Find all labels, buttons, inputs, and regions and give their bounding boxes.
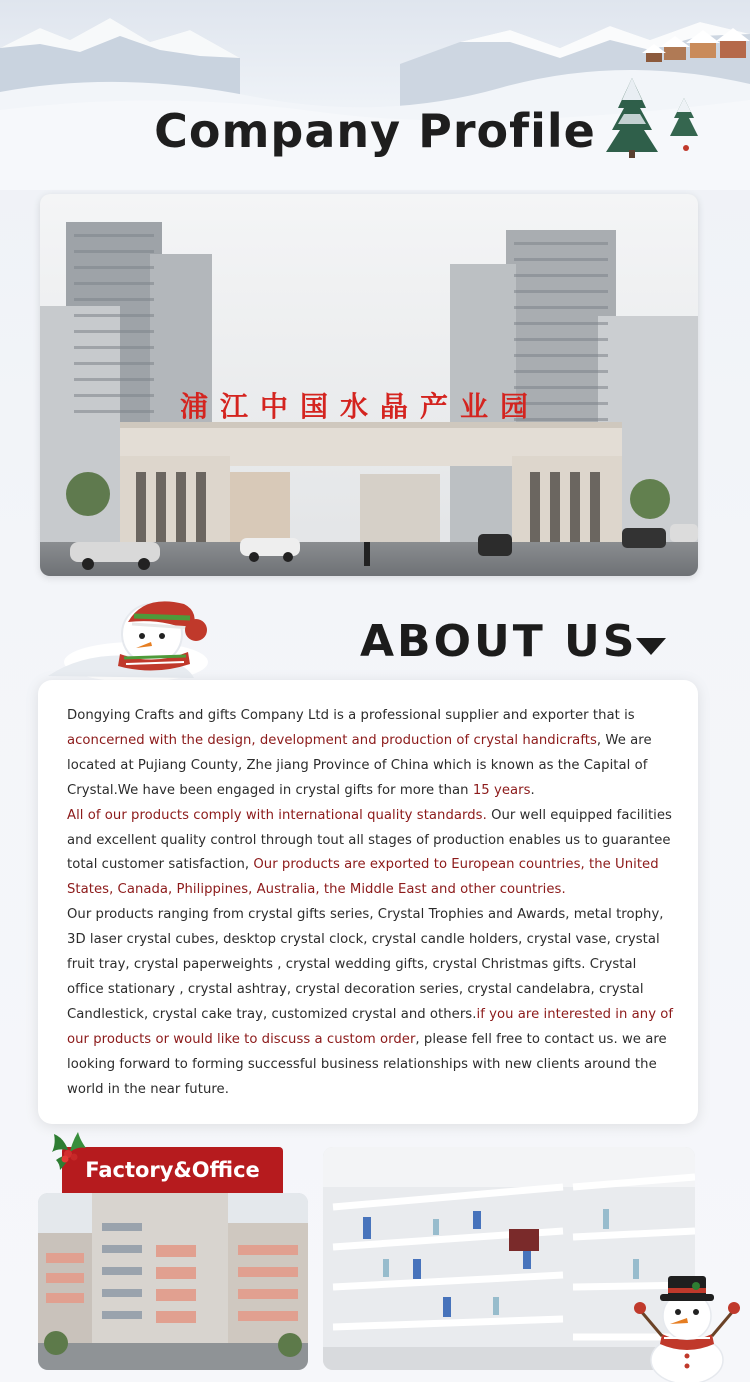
- car-icon: [622, 528, 666, 548]
- factory-building-illustration: [38, 1193, 308, 1370]
- factory-office-photo: [38, 1193, 308, 1370]
- snowman-icon: [44, 592, 212, 684]
- highlight-text: Our products are exported to European countries, the United States, Canada, Philippines, Australia, the Middle East and other countries.: [67, 857, 659, 898]
- text-segment: .: [530, 782, 535, 798]
- header-banner: [0, 0, 750, 190]
- highlight-text: All of our products comply with international quality standards.: [67, 807, 487, 823]
- triangle-down-icon: [636, 638, 666, 655]
- gate-sign-text: 浦江中国水晶产业园: [180, 390, 541, 423]
- text-segment: Dongying Crafts and gifts Company Ltd is a professional supplier and exporter that is: [67, 708, 635, 723]
- highlight-text: if you are interested in any of our products or would like to discuss a custom order: [67, 1006, 674, 1047]
- text-segment: , We are located at Pujiang County, Zhe jiang Province of China which is known as the Capital of Crystal.We have been engaged in crystal gifts for more than: [67, 732, 652, 798]
- about-paragraph-1: [67, 704, 676, 804]
- holly-icon: [48, 1130, 88, 1174]
- highlight-text: 15 years: [472, 782, 531, 798]
- factory-office-label: Factory&Office: [62, 1147, 283, 1193]
- about-us-heading: ABOUT US: [360, 616, 638, 667]
- industrial-park-photo: [40, 194, 698, 576]
- highlight-text: aconcerned with the design, development and production of crystal handicrafts: [67, 732, 597, 748]
- snowman-icon: [632, 1260, 742, 1382]
- text-segment: Our well equipped facilities and excellent quality control through tout all stages of production enables us to guarantee total customer satisfaction,: [67, 807, 672, 873]
- industrial-park-gate-illustration: [40, 194, 698, 576]
- car-icon: [670, 524, 698, 542]
- text-segment: , please fell free to contact us. we are looking forward to forming successful business relationships with new clients around the world in the near future.: [67, 1031, 667, 1097]
- car-icon: [478, 534, 512, 556]
- text-segment: Our products ranging from crystal gifts series, Crystal Trophies and Awards, metal trophy, 3D laser crystal cubes, desktop crystal clock, crystal candle holders, crystal vase, crystal fruit tray, crystal paperweights , crystal wedding gifts, crystal Christmas gifts. Crystal office stationary , crystal ashtray, crystal decoration series, crystal candelabra, crystal Candlestick, crystal cake tray, customized crystal and others.: [67, 907, 664, 1022]
- snowy-mountains-icon: [0, 0, 750, 190]
- page-title: Company Profile: [154, 104, 596, 158]
- about-paragraph-3: [67, 903, 676, 1102]
- about-paragraph-2: [67, 804, 676, 904]
- about-text-card: [38, 680, 698, 1124]
